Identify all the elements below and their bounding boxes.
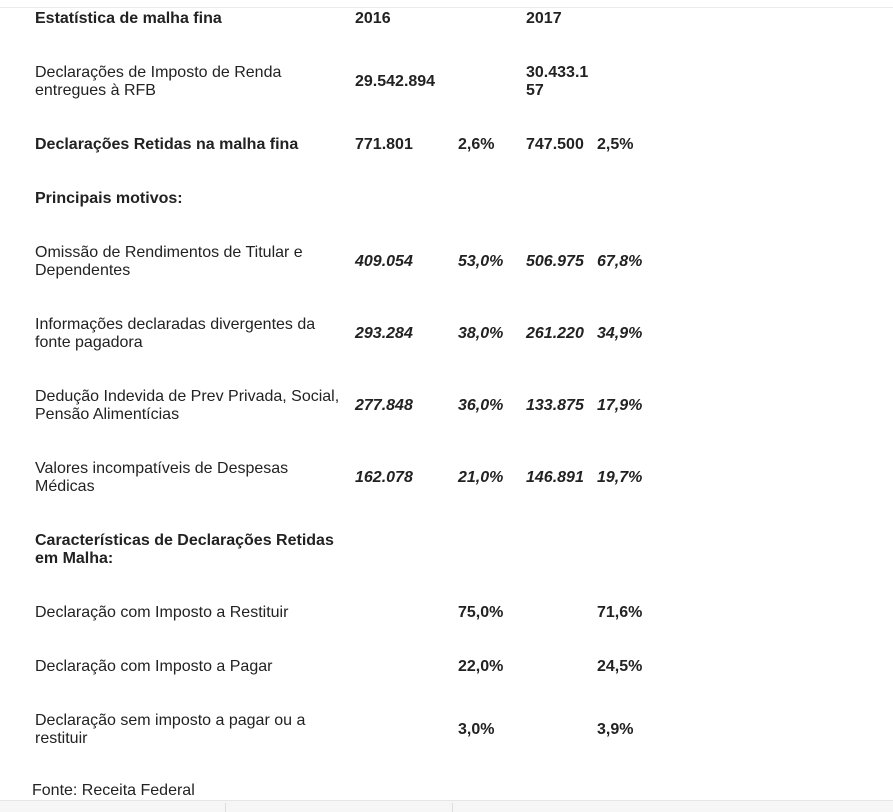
- percent-2017: 24,5%: [597, 658, 643, 675]
- percent-2017: 19,7%: [597, 469, 643, 486]
- percent-2016: 36,0%: [458, 397, 504, 414]
- top-divider: [0, 7, 893, 8]
- value-2016: 277.848: [355, 397, 413, 414]
- value-2017: 506.975: [526, 253, 584, 270]
- section-title: Principais motivos:: [35, 190, 183, 207]
- percent-2017: 17,9%: [597, 397, 643, 414]
- percent-2017: 3,9%: [597, 721, 634, 738]
- value-2016: 162.078: [355, 469, 413, 486]
- source-caption: Fonte: Receita Federal: [32, 782, 195, 799]
- percent-2016: 2,6%: [458, 136, 495, 153]
- header-year-2017: 2017: [526, 10, 562, 27]
- value-2017: 133.875: [526, 397, 584, 414]
- value-2016: 771.801: [355, 136, 413, 153]
- row-label: Declaração com Imposto a Pagar: [35, 658, 273, 675]
- percent-2016: 3,0%: [458, 721, 495, 738]
- value-2016: 293.284: [355, 325, 413, 342]
- header-year-2016: 2016: [355, 10, 391, 27]
- percent-2016: 53,0%: [458, 253, 504, 270]
- row-label: Dedução Indevida de Prev Privada, Social, Pensão Alimentícias: [35, 388, 340, 423]
- row-label: Informações declaradas divergentes da fonte pagadora: [35, 316, 316, 351]
- value-2017: 30.433.157: [526, 64, 589, 99]
- bottom-bar: [0, 800, 893, 812]
- value-2017: 146.891: [526, 469, 584, 486]
- percent-2017: 34,9%: [597, 325, 643, 342]
- value-2017: 261.220: [526, 325, 584, 342]
- percent-2016: 21,0%: [458, 469, 504, 486]
- value-2017: 747.500: [526, 136, 584, 153]
- percent-2017: 67,8%: [597, 253, 643, 270]
- value-2016: 409.054: [355, 253, 413, 270]
- header-label: Estatística de malha fina: [35, 10, 222, 27]
- percent-2016: 75,0%: [458, 604, 504, 621]
- row-label: Declaração sem imposto a pagar ou a restituir: [35, 712, 306, 747]
- value-2016: 29.542.894: [355, 73, 436, 90]
- row-label: Declaração com Imposto a Restituir: [35, 604, 289, 621]
- row-label: Declarações de Imposto de Renda entregues à RFB: [35, 64, 282, 99]
- percent-2016: 38,0%: [458, 325, 504, 342]
- section-title: Características de Declarações Retidas em Malha:: [35, 532, 334, 567]
- row-label: Valores incompatíveis de Despesas Médicas: [35, 460, 289, 495]
- percent-2017: 2,5%: [597, 136, 634, 153]
- row-label: Declarações Retidas na malha fina: [35, 136, 299, 153]
- percent-2016: 22,0%: [458, 658, 504, 675]
- percent-2017: 71,6%: [597, 604, 643, 621]
- row-label: Omissão de Rendimentos de Titular e Dependentes: [35, 244, 303, 279]
